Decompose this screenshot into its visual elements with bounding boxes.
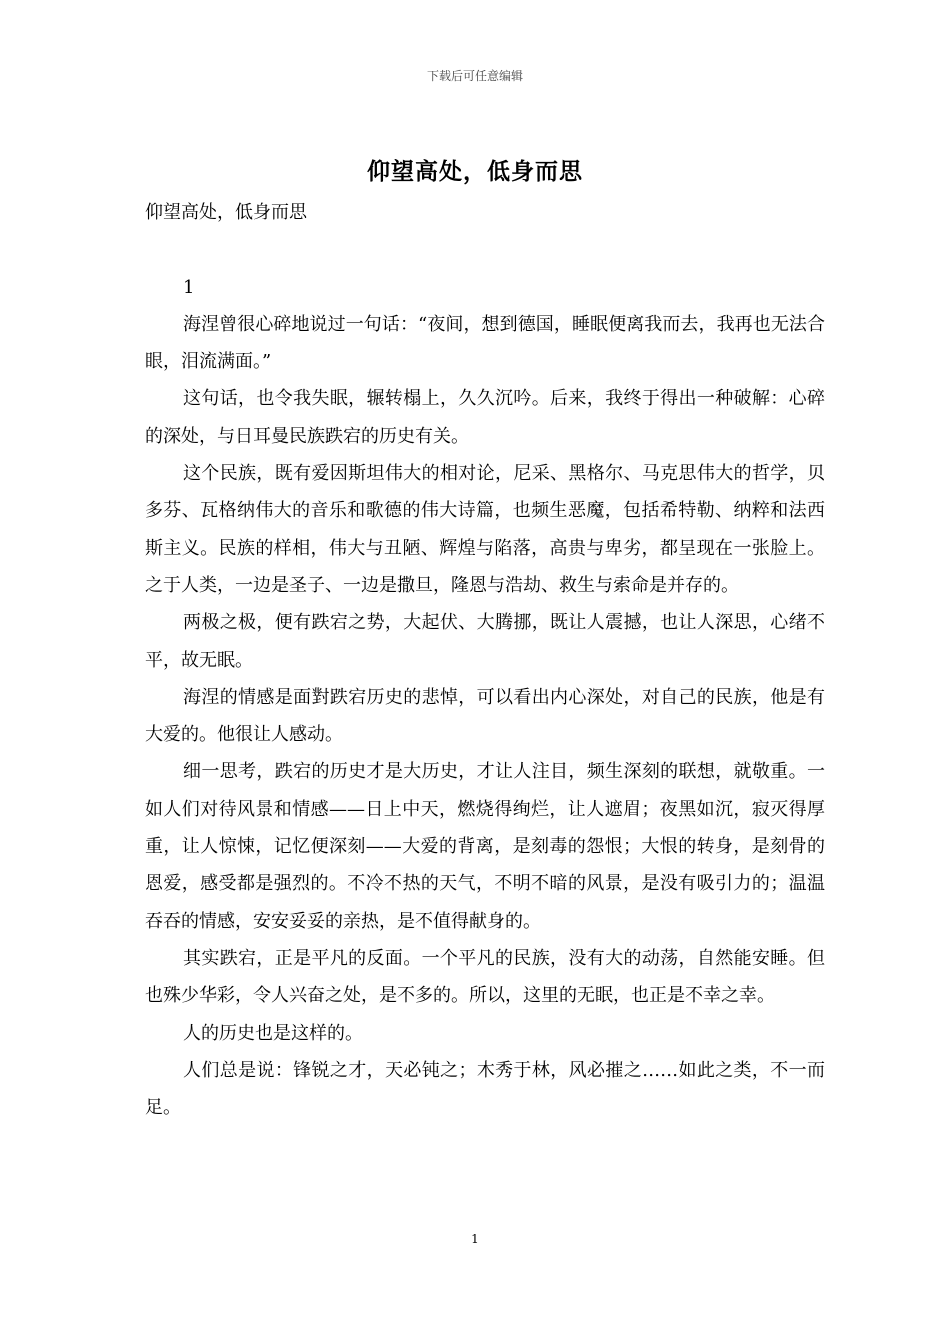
paragraph: 人们总是说：锋锐之才，天必钝之；木秀于林，风必摧之……如此之类，不一而足。 [145,1059,825,1119]
paragraph: 这句话，也令我失眠，辗转榻上，久久沉吟。后来，我终于得出一种破解：心碎的深处，与日耳曼民族跌宕的历史有关。 [145,388,825,447]
paragraph: 两极之极，便有跌宕之势，大起伏、大腾挪，既让人震撼，也让人深思，心绪不平，故无眠。 [145,612,825,671]
page-header: 下载后可任意编辑 [426,69,523,83]
document-title: 仰望高处，低身而思 [367,158,583,185]
document-body [145,194,825,1126]
paragraph: 海涅曾很心碎地说过一句话：“夜间，想到德国，睡眠便离我而去，我再也无法合眼，泪流满面。” [145,313,825,373]
section-number: 1 [183,276,195,298]
paragraph: 其实跌宕，正是平凡的反面。一个平凡的民族，没有大的动荡，自然能安睡。但也殊少华彩，令人兴奋之处，是不多的。所以，这里的无眠，也正是不幸之幸。 [145,947,825,1007]
page-number: 1 [471,1232,479,1246]
blank-line [145,231,825,268]
paragraph: 人的历史也是这样的。 [183,1022,363,1044]
subtitle-line: 仰望高处，低身而思 [145,202,307,223]
paragraph: 这个民族，既有爱因斯坦伟大的相对论，尼采、黑格尔、马克思伟大的哲学，贝多芬、瓦格纳伟大的音乐和歌德的伟大诗篇，也频生恶魔，包括希特勒、纳粹和法西斯主义。民族的样相，伟大与丑陋、辉煌与陷落，高贵与卑劣，都呈现在一张脸上。之于人类，一边是圣子、一边是撒旦，隆恩与浩劫、救生与索命是并存的。 [145,463,825,596]
paragraph: 海涅的情感是面對跌宕历史的悲悼，可以看出内心深处，对自己的民族，他是有大爱的。他很让人感动。 [145,686,825,746]
paragraph: 细一思考，跌宕的历史才是大历史，才让人注目，频生深刻的联想，就敬重。一如人们对待风景和情感——日上中天，燃烧得绚烂，让人遮眉；夜黑如沉，寂灭得厚重，让人惊悚，记忆便深刻——大爱的背离，是刻毒的怨恨；大恨的转身，是刻骨的恩爱，感受都是强烈的。不冷不热的天气，不明不暗的风景，是没有吸引力的；温温吞吞的情感，安安妥妥的亲热，是不值得献身的。 [145,761,825,932]
